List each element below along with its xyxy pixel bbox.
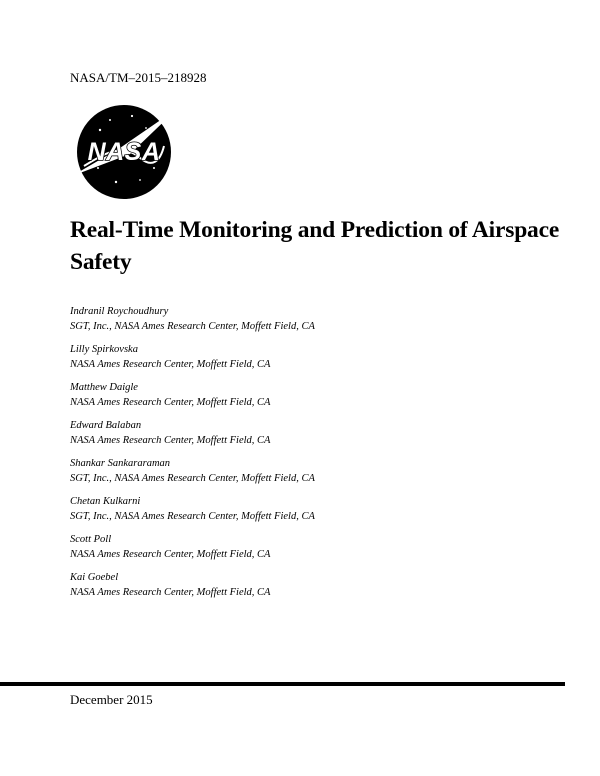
author-entry [70, 342, 550, 372]
author-entry [70, 570, 550, 600]
author-affiliation: NASA Ames Research Center, Moffett Field, CA [70, 435, 271, 446]
author-entry [70, 418, 550, 448]
report-number: NASA/TM–2015–218928 [70, 70, 207, 85]
author-affiliation: SGT, Inc., NASA Ames Research Center, Moffett Field, CA [70, 321, 315, 332]
author-name: Indranil Roychoudhury [70, 306, 169, 317]
author-name: Kai Goebel [70, 572, 119, 583]
author-list [70, 304, 550, 608]
author-name: Matthew Daigle [70, 382, 138, 393]
author-name: Scott Poll [70, 534, 112, 545]
author-name: Chetan Kulkarni [70, 496, 141, 507]
author-affiliation: NASA Ames Research Center, Moffett Field, CA [70, 359, 271, 370]
logo-wordmark: NASA [87, 138, 161, 166]
author-name: Lilly Spirkovska [70, 344, 138, 355]
author-affiliation: NASA Ames Research Center, Moffett Field, CA [70, 587, 271, 598]
author-name: Shankar Sankararaman [70, 458, 171, 469]
author-affiliation: NASA Ames Research Center, Moffett Field, CA [70, 549, 271, 560]
author-entry [70, 456, 550, 486]
author-entry [70, 494, 550, 524]
publication-date: December 2015 [70, 692, 153, 707]
author-entry [70, 304, 550, 334]
author-entry [70, 532, 550, 562]
nasa-meatball-logo-icon [70, 102, 180, 202]
report-title: Real-Time Monitoring and Prediction of Airspace Safety [70, 217, 560, 275]
horizontal-rule [0, 682, 565, 686]
author-affiliation: SGT, Inc., NASA Ames Research Center, Moffett Field, CA [70, 473, 315, 484]
author-affiliation: NASA Ames Research Center, Moffett Field, CA [70, 397, 271, 408]
author-entry [70, 380, 550, 410]
author-name: Edward Balaban [70, 420, 142, 431]
author-affiliation: SGT, Inc., NASA Ames Research Center, Moffett Field, CA [70, 511, 315, 522]
